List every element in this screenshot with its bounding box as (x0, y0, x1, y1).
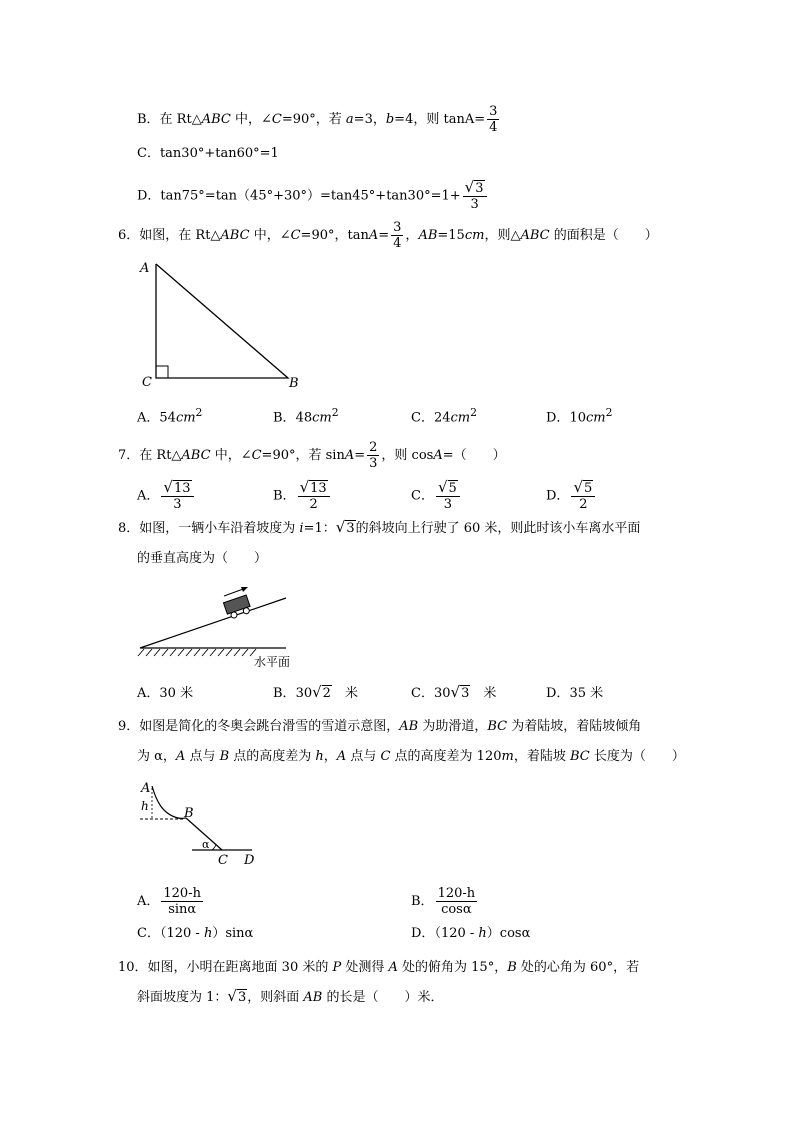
q10-stem-line2: 斜面坡度为 1： √ 3 ，则斜面 AB 的长是（ ）米． (137, 987, 444, 1005)
q6-option-d: D．$10cm^2$ (546, 406, 613, 426)
label-b: B (289, 376, 299, 391)
horizontal-plane-label: 水平面 (254, 655, 291, 669)
q9-option-d: D．（120 - h）cosα (411, 926, 531, 941)
q10-stem-line1: 10．如图，小明在距离地面 30 米的 P 处测得 A 处的俯角为 15°，B 处的心角为 60°，若 (118, 960, 640, 975)
fraction-sqrt3-3: √ 3 3 (463, 180, 487, 212)
q7-stem: 7．在 Rt△ABC 中，∠C=90°，若 sinA= $\frac{2}{3}$ ，则 cosA=（ ） (118, 440, 506, 471)
q8-option-c: C．30 √ 3 米 (411, 683, 497, 701)
label-a: A (141, 781, 151, 796)
cart-icon (223, 595, 252, 620)
label-d: D (244, 853, 255, 868)
q9-ski-jump-figure (136, 778, 266, 870)
q6-right-triangle-figure (136, 256, 316, 392)
q6-option-b: B．$48cm^2$ (273, 406, 339, 426)
q9-option-b: B． $\frac{120-h}{\cos\alpha}$ (411, 886, 476, 917)
q8-option-b: B．30 √ 2 米 (273, 683, 358, 701)
q9-option-c: C．（120 - h）sinα (137, 926, 254, 941)
q7-option-b: B． √ 13 2 (273, 480, 332, 512)
q6-option-a: A．$54cm^2$ (137, 406, 203, 426)
q8-option-a: A．30 米 (137, 686, 194, 701)
label-c: C (218, 853, 228, 868)
q8-option-d: D．35 米 (546, 686, 604, 701)
q9-stem-line2: 为 α，A 点与 B 点的高度差为 h，A 点与 C 点的高度差为 120m，着陆坡 BC 长度为（ ） (137, 749, 685, 764)
label-h: h (141, 799, 149, 813)
label-a: A (140, 261, 150, 276)
q5-option-c: C．tan30°+tan60°=1 (137, 146, 279, 161)
q7-option-c: C． √ 5 3 (411, 480, 462, 512)
q8-stem-line1: 8．如图，一辆小车沿着坡度为 i=1： √ 3 的斜坡向上行驶了 60 米，则此时该小车离水平面 (118, 518, 641, 536)
q7-option-d: D． √ 5 2 (546, 480, 597, 512)
q5-option-b: B．在 Rt△ABC 中，∠C=90°，若 a=3，b=4，则 tanA= $\frac{3}{4}$ (137, 104, 498, 135)
q5-option-d: D．tan75°=tan（45°+30°）=tan45°+tan30°=1+ √ 3 3 (137, 180, 489, 212)
label-alpha: α (202, 838, 210, 851)
label-b: B (184, 806, 194, 821)
q8-slope-cart-figure (136, 582, 306, 672)
label-c: C (142, 375, 152, 390)
q9-stem-line1: 9．如图是简化的冬奥会跳台滑雪的雪道示意图，AB 为助滑道，BC 为着陆坡，着陆坡倾角 (118, 719, 642, 734)
q6-option-c: C．$24cm^2$ (411, 406, 477, 426)
q6-stem: 6．如图，在 Rt△ABC 中，∠C=90°，tanA= $\frac{3}{4}$ ，AB=15cm，则△ABC 的面积是（ ） (118, 220, 658, 251)
q7-option-a: A． √ 13 3 (137, 480, 196, 512)
q9-option-a: A． $\frac{120-h}{\sin\alpha}$ (137, 886, 201, 917)
fraction-3-4: $\frac{3}{4}$ (489, 104, 498, 135)
q8-stem-line2: 的垂直高度为（ ） (137, 551, 268, 566)
